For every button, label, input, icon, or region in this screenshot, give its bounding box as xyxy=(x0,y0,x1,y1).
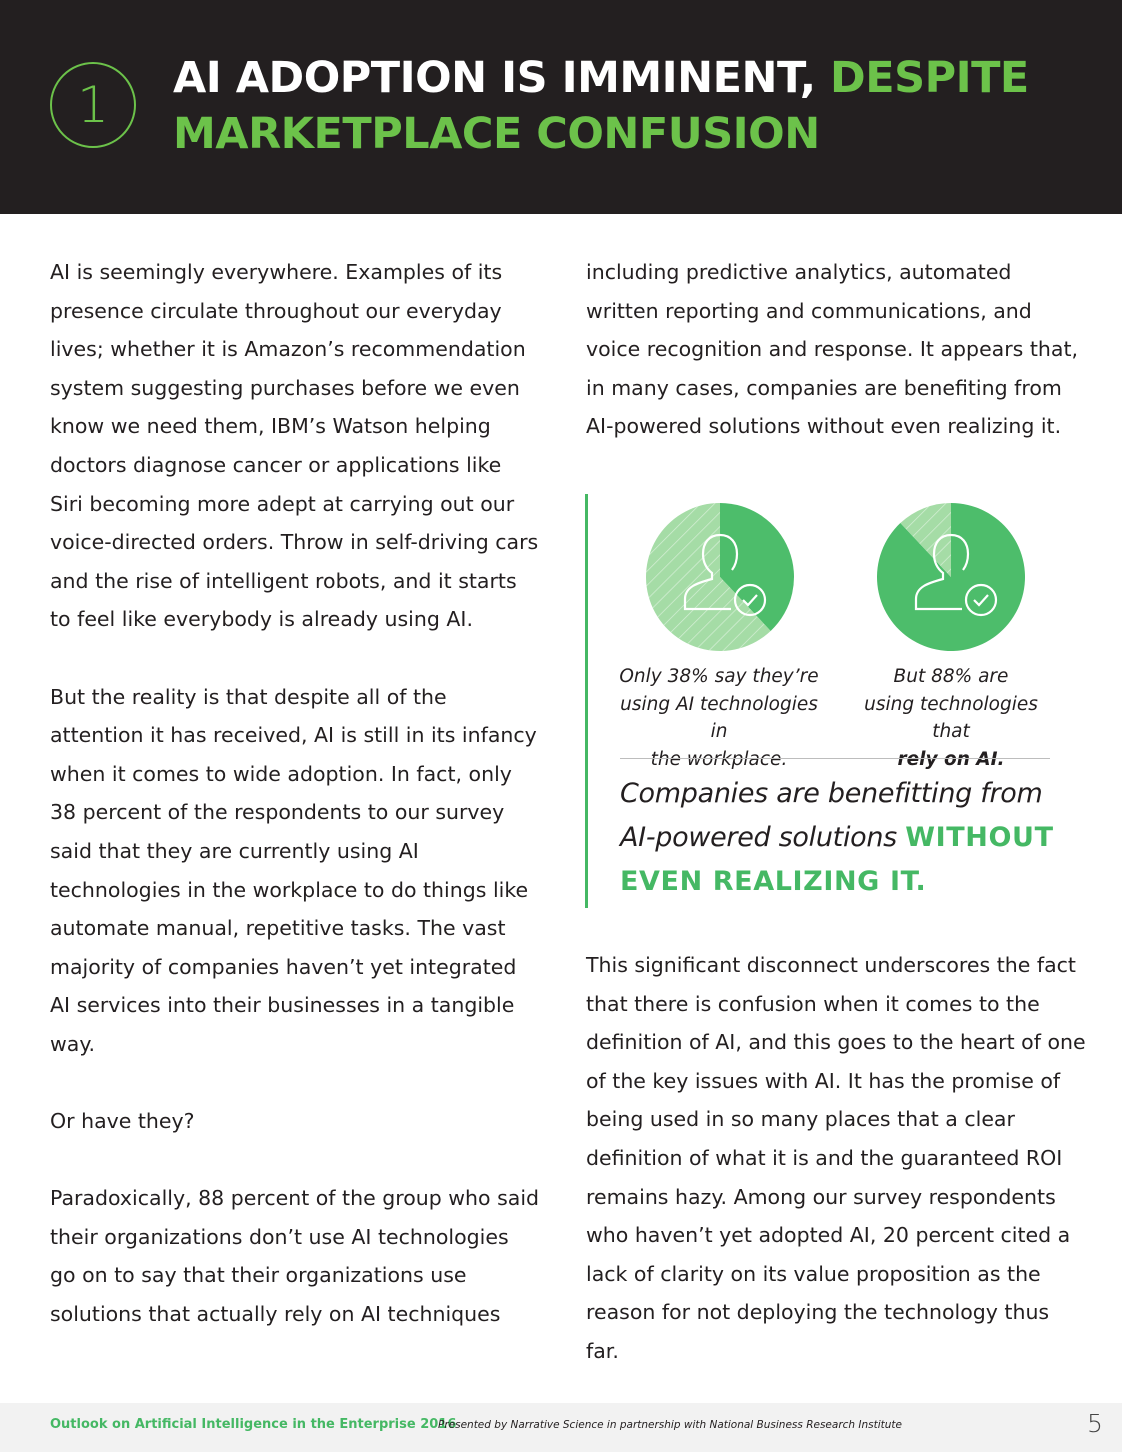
left-column xyxy=(50,253,540,1334)
page-number: 5 xyxy=(1087,1409,1103,1438)
stat-line-bold: rely on AI. xyxy=(897,748,1005,770)
stat-callout xyxy=(585,494,1058,908)
footer-report-title: Outlook on Artificial Intelligence in the Enterprise 2016 xyxy=(50,1417,457,1432)
paragraph: AI is seemingly everywhere. Examples of its presence circulate throughout our everyday lives; whether it is Amazon’s recommendation system suggesting purchases before we even know we need them, IBM’s Watson helping doctors diagnose cancer or applications like Siri becoming more adept at carrying out our voice-directed orders. Throw in self-driving cars and the rise of intelligent robots, and it starts to feel like everybody is already using AI. xyxy=(50,260,539,632)
paragraph: This significant disconnect underscores the fact that there is confusion when it comes to the definition of AI, and this goes to the heart of one of the key issues with AI. It has the promise of being used in so many places that a clear definition of what it is and the guaranteed ROI remains hazy. Among our survey respondents who haven’t yet adopted AI, 20 percent cited a lack of clarity on its value proposition as the reason for not deploying the technology thus far. xyxy=(586,953,1086,1363)
pull-quote xyxy=(620,772,1060,904)
quote-text: AI-powered solutions xyxy=(620,822,897,853)
title-green-part-2: MARKETPLACE CONFUSION xyxy=(173,109,820,159)
quote-highlight: EVEN REALIZING IT. xyxy=(620,866,927,897)
stat-caption-38 xyxy=(614,663,824,773)
quote-text: Companies are benefitting from xyxy=(620,778,1043,809)
paragraph: But the reality is that despite all of the attention it has received, AI is still in its infancy when it comes to wide adoption. In fact, only 38 percent of the respondents to our survey said that they are currently using AI technologies in the workplace to do things like automate manual, repetitive tasks. The vast majority of companies haven’t yet integrated AI services into their businesses in a tangible way. xyxy=(50,684,537,1056)
paragraph: Paradoxically, 88 percent of the group who said their organizations don’t use AI technologies go on to say that their organizations use solutions that actually rely on AI techniques xyxy=(50,1186,540,1327)
callout-divider xyxy=(620,758,1050,759)
pie-chart-38 xyxy=(645,502,795,652)
section-number-badge: 1 xyxy=(50,62,136,148)
pie-chart-88 xyxy=(876,502,1026,652)
stat-line: using AI technologies in xyxy=(620,693,818,742)
right-column-top xyxy=(586,253,1086,446)
stat-line: Only 38% say they’re xyxy=(619,666,819,687)
header-banner xyxy=(0,0,1122,214)
quote-highlight: WITHOUT xyxy=(905,822,1054,853)
paragraph: including predictive analytics, automated written reporting and communications, and voice recognition and response. It appears that, in many cases, companies are benefiting from AI-powered solutions without even realizing it. xyxy=(586,260,1079,439)
stat-line: using technologies that xyxy=(864,693,1038,742)
stat-line: the workplace. xyxy=(650,748,788,770)
paragraph: Or have they? xyxy=(50,1109,195,1134)
page-footer xyxy=(0,1403,1122,1452)
page-title xyxy=(173,50,1073,162)
title-white-part: AI ADOPTION IS IMMINENT, xyxy=(173,53,816,103)
right-column-bottom xyxy=(586,946,1086,1371)
stat-caption-88 xyxy=(846,663,1056,773)
stat-line: But 88% are xyxy=(893,666,1009,687)
footer-subtitle: Presented by Narrative Science in partnership with National Business Research Institute xyxy=(438,1419,903,1431)
title-green-part-1: DESPITE xyxy=(830,53,1029,103)
